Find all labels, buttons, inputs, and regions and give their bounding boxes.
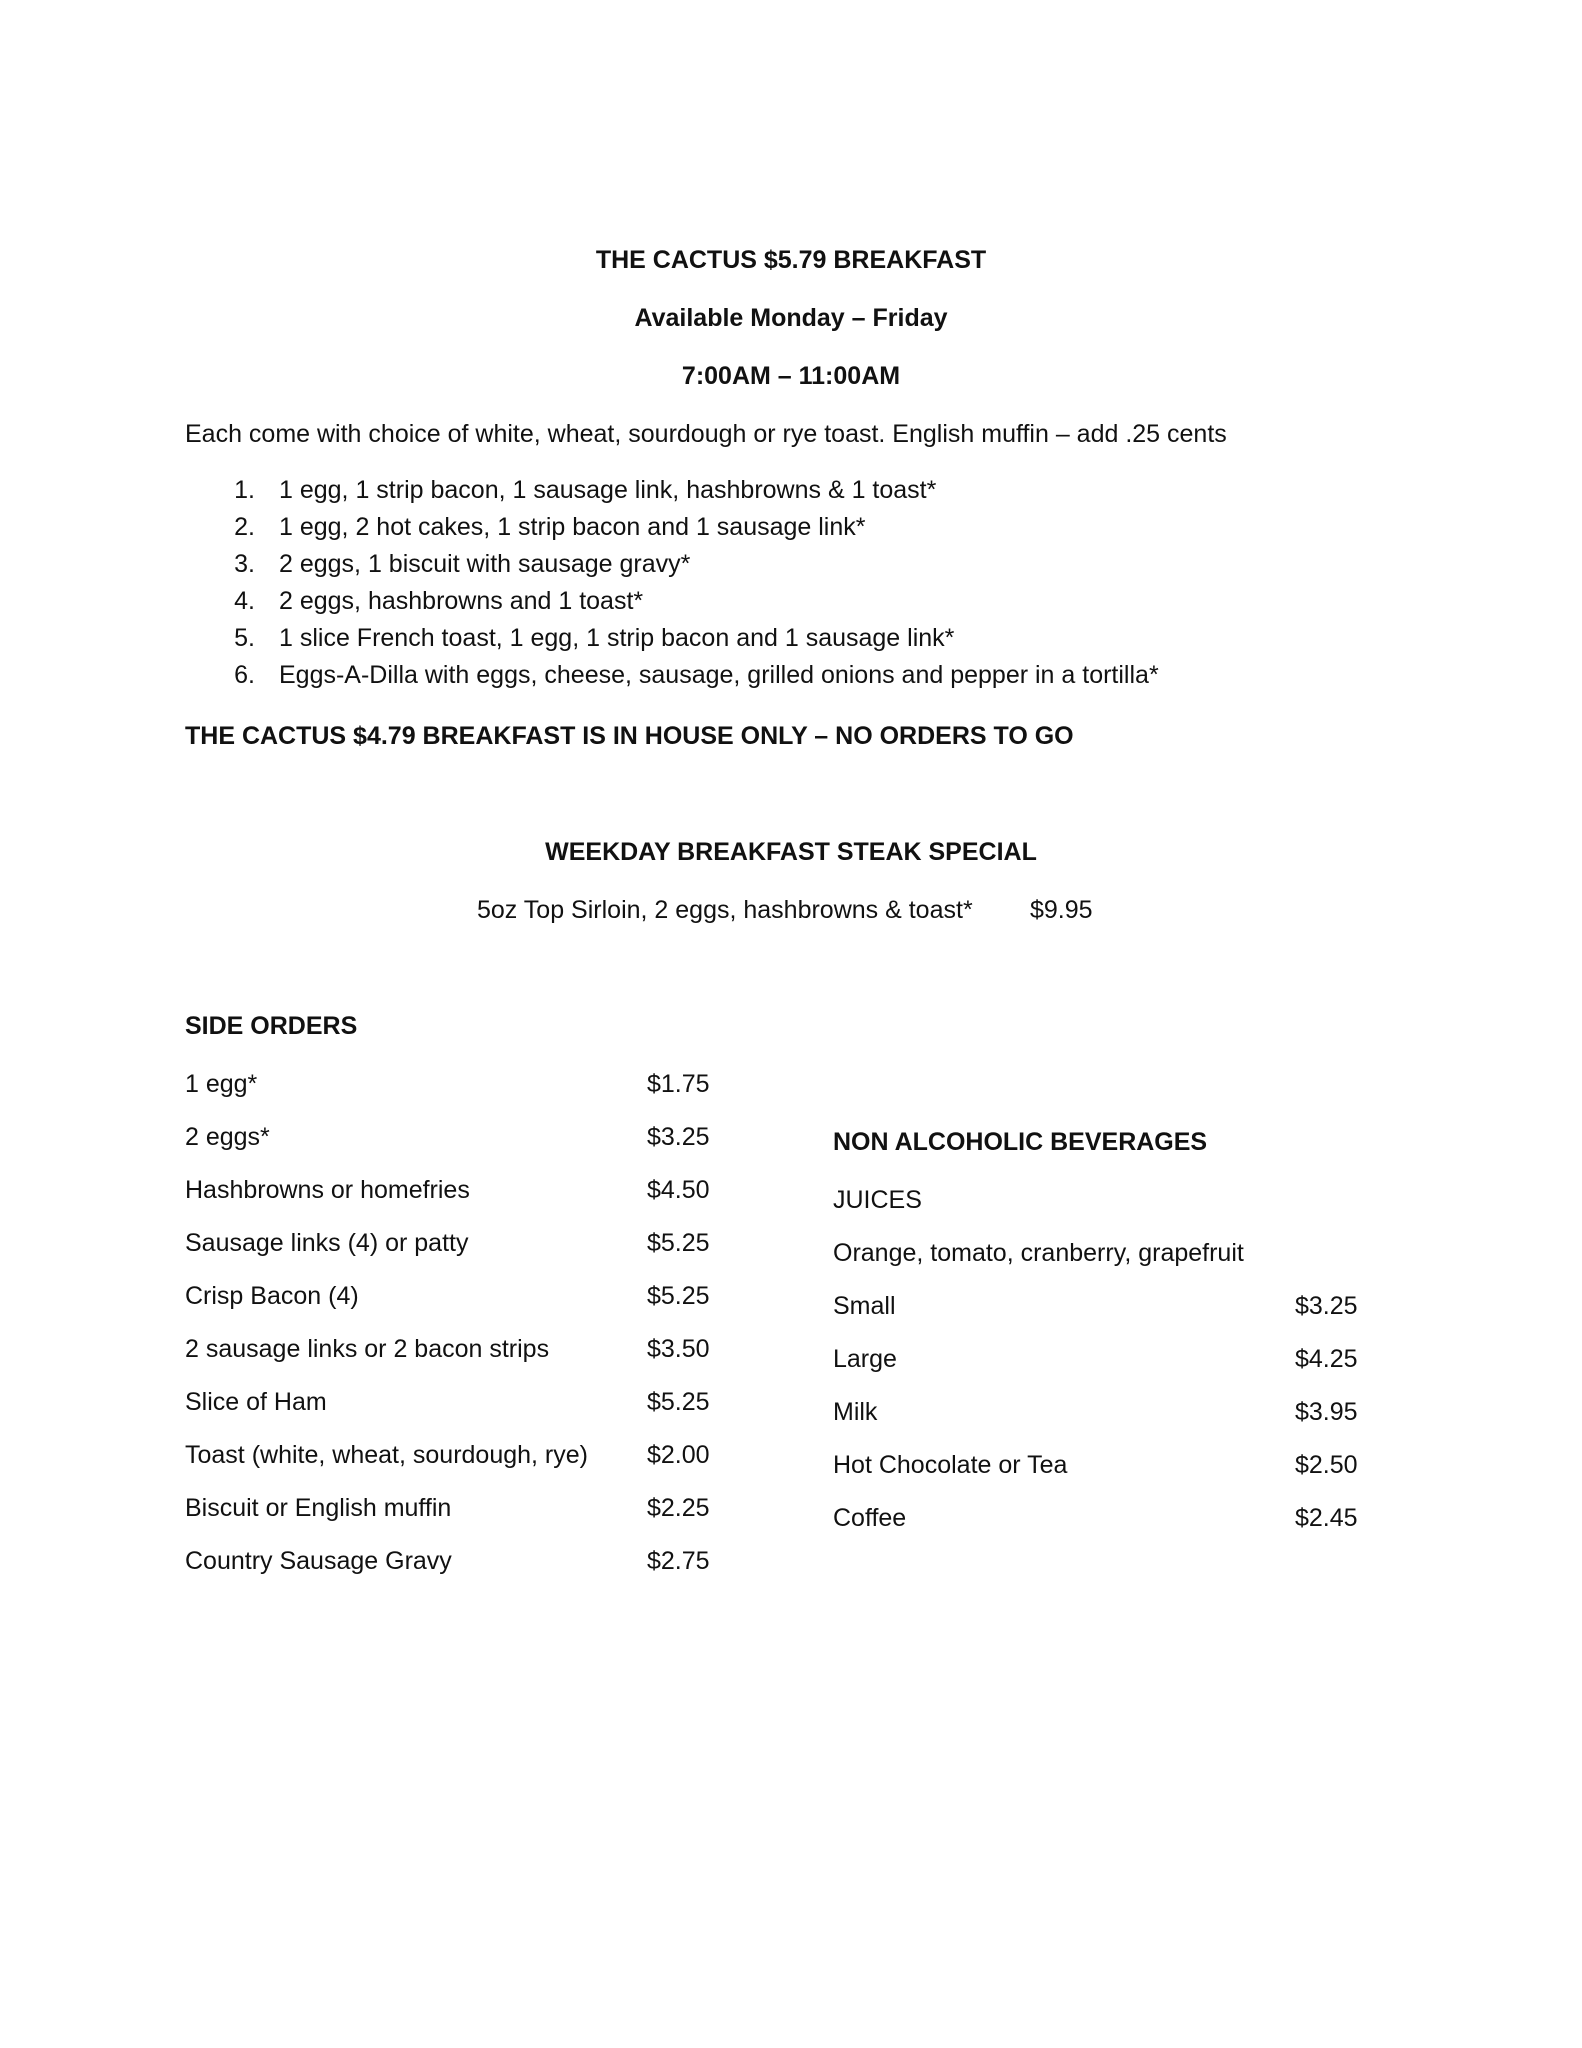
list-number: 2. [234,513,255,541]
side-item-name: Crisp Bacon (4) [185,1282,359,1310]
steak-special-price: $9.95 [1030,896,1093,924]
list-number: 4. [234,587,255,615]
list-number: 5. [234,624,255,652]
menu-title: THE CACTUS $5.79 BREAKFAST [595,246,987,274]
beverage-price: $2.45 [1295,1504,1358,1532]
beverage-name: Large [833,1345,897,1373]
steak-special-description: 5oz Top Sirloin, 2 eggs, hashbrowns & toast* [477,896,973,924]
side-item-price: $5.25 [647,1229,710,1257]
in-house-note: THE CACTUS $4.79 BREAKFAST IS IN HOUSE ONLY – NO ORDERS TO GO [185,722,1074,750]
beverages-heading: NON ALCOHOLIC BEVERAGES [833,1128,1208,1156]
side-orders-heading: SIDE ORDERS [185,1012,358,1040]
beverage-name: Coffee [833,1504,907,1532]
beverage-price: $4.25 [1295,1345,1358,1373]
availability-hours: 7:00AM – 11:00AM [681,362,901,390]
side-item-price: $2.25 [647,1494,710,1522]
list-item [0,546,1400,583]
side-item-price: $1.75 [647,1070,710,1098]
side-item-name: Country Sausage Gravy [185,1547,452,1575]
list-item [0,583,1400,620]
side-item-name: 1 egg* [185,1070,258,1098]
side-item-name: Toast (white, wheat, sourdough, rye) [185,1441,588,1469]
list-item [0,509,1400,546]
side-item-price: $5.25 [647,1388,710,1416]
beverage-name: Milk [833,1398,878,1426]
list-number: 3. [234,550,255,578]
side-item-price: $3.50 [647,1335,710,1363]
list-text: Eggs-A-Dilla with eggs, cheese, sausage, grilled onions and pepper in a tortilla* [279,661,1159,689]
juices-flavors: Orange, tomato, cranberry, grapefruit [833,1239,1244,1267]
side-item-price: $2.00 [647,1441,710,1469]
list-text: 2 eggs, hashbrowns and 1 toast* [279,587,644,615]
side-item-name: Hashbrowns or homefries [185,1176,470,1204]
beverage-price: $2.50 [1295,1451,1358,1479]
list-item [0,472,1400,509]
steak-special-heading: WEEKDAY BREAKFAST STEAK SPECIAL [545,838,1037,866]
side-item-name: 2 sausage links or 2 bacon strips [185,1335,550,1363]
side-item-name: Sausage links (4) or patty [185,1229,469,1257]
list-item [0,620,1400,657]
list-text: 1 egg, 1 strip bacon, 1 sausage link, hashbrowns & 1 toast* [279,476,937,504]
list-number: 1. [234,476,255,504]
toast-choice-note: Each come with choice of white, wheat, sourdough or rye toast. English muffin – add .25 cents [185,420,1227,448]
beverage-price: $3.25 [1295,1292,1358,1320]
beverage-price: $3.95 [1295,1398,1358,1426]
list-text: 1 egg, 2 hot cakes, 1 strip bacon and 1 sausage link* [279,513,866,541]
list-text: 1 slice French toast, 1 egg, 1 strip bacon and 1 sausage link* [279,624,955,652]
list-number: 6. [234,661,255,689]
side-item-name: Biscuit or English muffin [185,1494,452,1522]
side-item-price: $4.50 [647,1176,710,1204]
side-item-price: $3.25 [647,1123,710,1151]
side-item-price: $2.75 [647,1547,710,1575]
side-item-price: $5.25 [647,1282,710,1310]
beverage-name: Small [833,1292,896,1320]
beverage-name: Hot Chocolate or Tea [833,1451,1068,1479]
list-item [0,657,1400,694]
list-text: 2 eggs, 1 biscuit with sausage gravy* [279,550,691,578]
side-item-name: 2 eggs* [185,1123,270,1151]
juices-label: JUICES [833,1186,922,1214]
side-item-name: Slice of Ham [185,1388,327,1416]
availability-days: Available Monday – Friday [634,304,948,332]
